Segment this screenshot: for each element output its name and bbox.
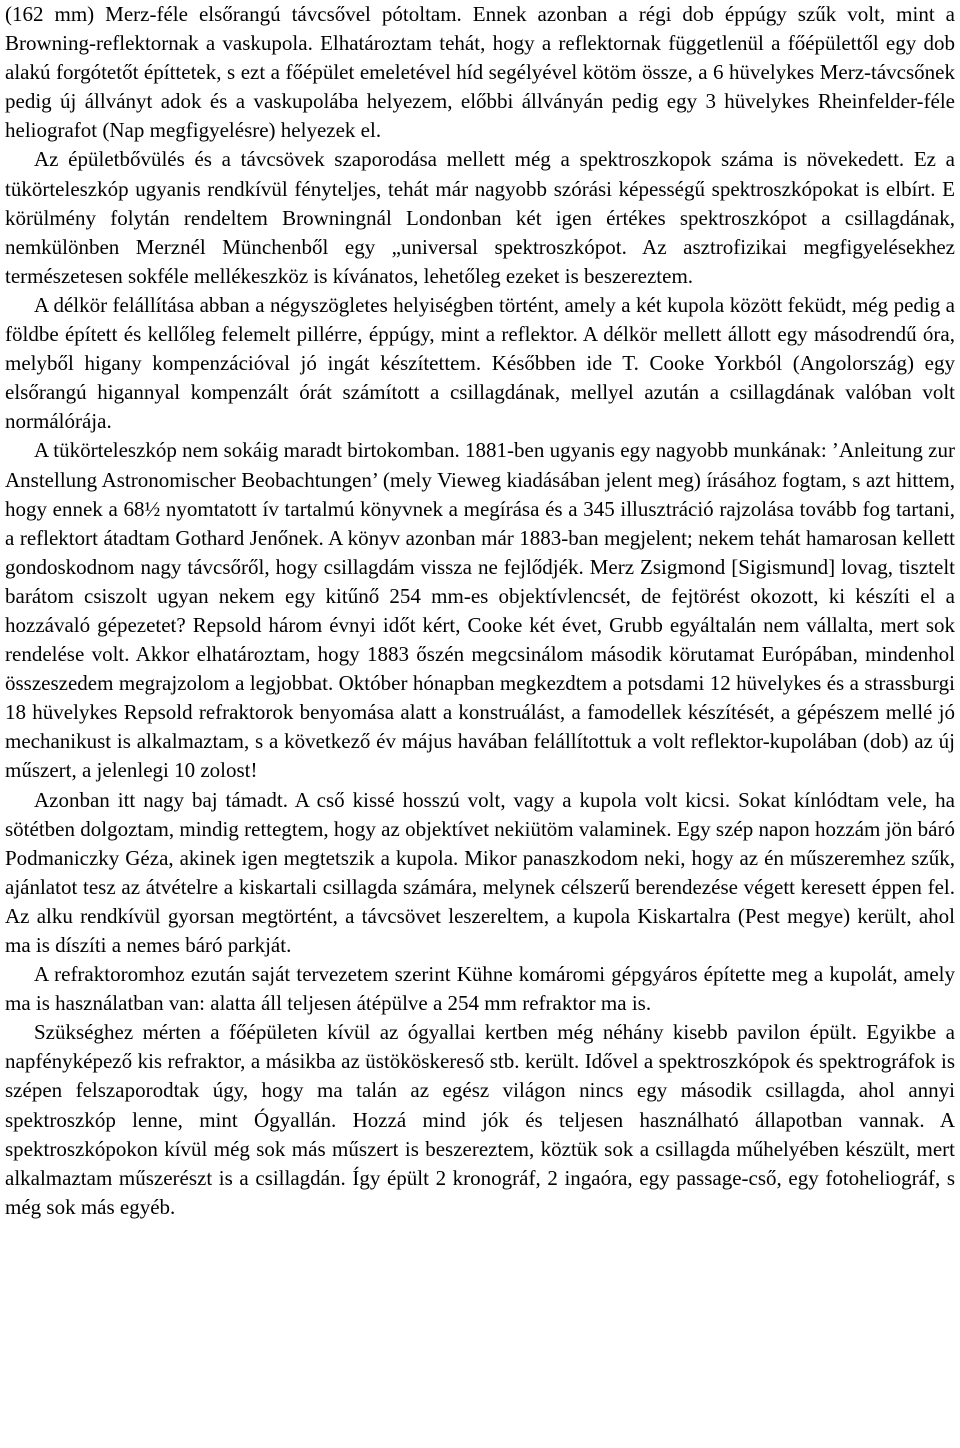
paragraph-4: A tükörteleszkóp nem sokáig maradt birtokomban. 1881-ben ugyanis egy nagyobb munkának: ’Anleitung zur Anstellung Astronomischer Beobachtungen’ (mely Vieweg kiadásában jelent meg) írásához fogtam, s azt hittem, hogy ennek a 68½ nyomtatott ív tartalmú könyvnek a megírása és a 345 illusztráció rajzolása tovább fog tartani, a reflektort átadtam Gothard Jenőnek. A könyv azonban már 1883-ban megjelent; nekem tehát hamarosan kellett gondoskodnom nagy távcsőről, hogy csillagdám vissza ne fejlődjék. Merz Zsigmond [Sigismund] lovag, tisztelt barátom csiszolt ugyan nekem egy kitűnő 254 mm-es objektívlencsét, de fejtörést okozott, ki készíti el a hozzávaló gépezetet? Repsold három évnyi időt kért, Cooke két évet, Grubb egyáltalán nem vállalta, mert sok rendelése volt. Akkor elhatároztam, hogy 1883 őszén megcsinálom második körutamat Európában, mindenhol összeszedem megrajzolom a legjobbat. Október hónapban megkezdtem a potsdami 12 hüvelykes és a strassburgi 18 hüvelykes Repsold refraktorok benyomása alatt a konstruálást, a famodellek készítését, a gépészem mellé jó mechanikust is alkalmaztam, s a következő év május havában felállítottuk a volt reflektor-kupolában (dob) az új műszert, a jelenlegi 10 zolost! xyxy=(5,438,955,783)
paragraph-3: A délkör felállítása abban a négyszögletes helyiségben történt, amely a két kupola között feküdt, még pedig a földbe épített és kellőleg felemelt pillérre, éppúgy, mint a reflektor. A délkör mellett állott egy másodrendű óra, melyből higany kompenzációval jó ingát készítettem. Későbben ide T. Cooke Yorkból (Angolország) egy elsőrangú higannyal kompenzált órát számított a csillagdának, mellyel azután a csillagdának valóban volt normálórája. xyxy=(5,292,955,434)
paragraph-1: (162 mm) Merz-féle elsőrangú távcsővel pótoltam. Ennek azonban a régi dob éppúgy szűk volt, mint a Browning-reflektornak a vaskupola. Elhatároztam tehát, hogy a reflektornak függetlenül a főépülettől egy dob alakú forgótetőt építtetek, s ezt a főépület emeletével híd segélyével kötöm össze, a 6 hüvelykes Merz-távcsőnek pedig új állványt adok és a vaskupolába helyezem, előbbi állványán pedig egy 3 hüvelykes Rheinfelder-féle heliografot (Nap megfigyelésre) helyezek el. xyxy=(5,2,955,143)
paragraph-6: A refraktoromhoz ezután saját tervezetem szerint Kühne komáromi gépgyáros építette meg a kupolát, amely ma is használatban van: alatta áll teljesen átépülve a 254 mm refraktor ma is. xyxy=(5,962,955,1016)
document-page xyxy=(5,0,955,1222)
paragraph-5: Azonban itt nagy baj támadt. A cső kissé hosszú volt, vagy a kupola volt kicsi. Sokat kínlódtam vele, ha sötétben dolgoztam, mindig rettegtem, hogy az objektívet nekiütöm valaminek. Egy szép napon hozzám jön báró Podmaniczky Géza, akinek igen megtetszik a kupola. Mikor panaszkodom neki, hogy az én műszeremhez szűk, ajánlatot tesz az átvételre a kiskartali csillagda számára, melynek célszerű berendezése végett keresett éppen fel. Az alku rendkívül gyorsan megtörtént, a távcsövet leszereltem, a kupola Kiskartalra (Pest megye) került, ahol ma is díszíti a nemes báró parkját. xyxy=(5,787,955,957)
paragraph-2: Az épületbővülés és a távcsövek szaporodása mellett még a spektroszkopok száma is növekedett. Ez a tükörteleszkóp ugyanis rendkívül fényteljes, tehát már nagyobb szórási képességű spektroszkópokat is elbírt. E körülmény folytán rendeltem Browningnál Londonban két igen értékes spektroszkópot a csillagdának, nemkülönben Merznél Münchenből egy „universal spektroszkópot. Az asztrofizikai megfigyelésekhez természetesen sokféle mellékeszköz is kívánatos, lehetőleg ezeket is beszereztem. xyxy=(5,147,955,288)
paragraph-7: Szükséghez mérten a főépületen kívül az ógyallai kertben még néhány kisebb pavilon épült. Egyikbe a napfényképező kis refraktor, a másikba az üstököskereső stb. került. Idővel a spektroszkópok és spektrográfok is szépen felszaporodtak úgy, hogy ma talán az egész világon nincs egy második csillagda, ahol annyi spektroszkóp lenne, mint Ógyallán. Hozzá mind jók és teljesen használható állapotban vannak. A spektroszkópokon kívül még sok más műszert is beszereztem, köztük sok a csillagda műhelyében készült, mert alkalmaztam műszerészt is a csillagdán. Így épült 2 kronográf, 2 ingaóra, egy passage-cső, egy fotoheliográf, s még sok más egyéb. xyxy=(5,1020,955,1219)
